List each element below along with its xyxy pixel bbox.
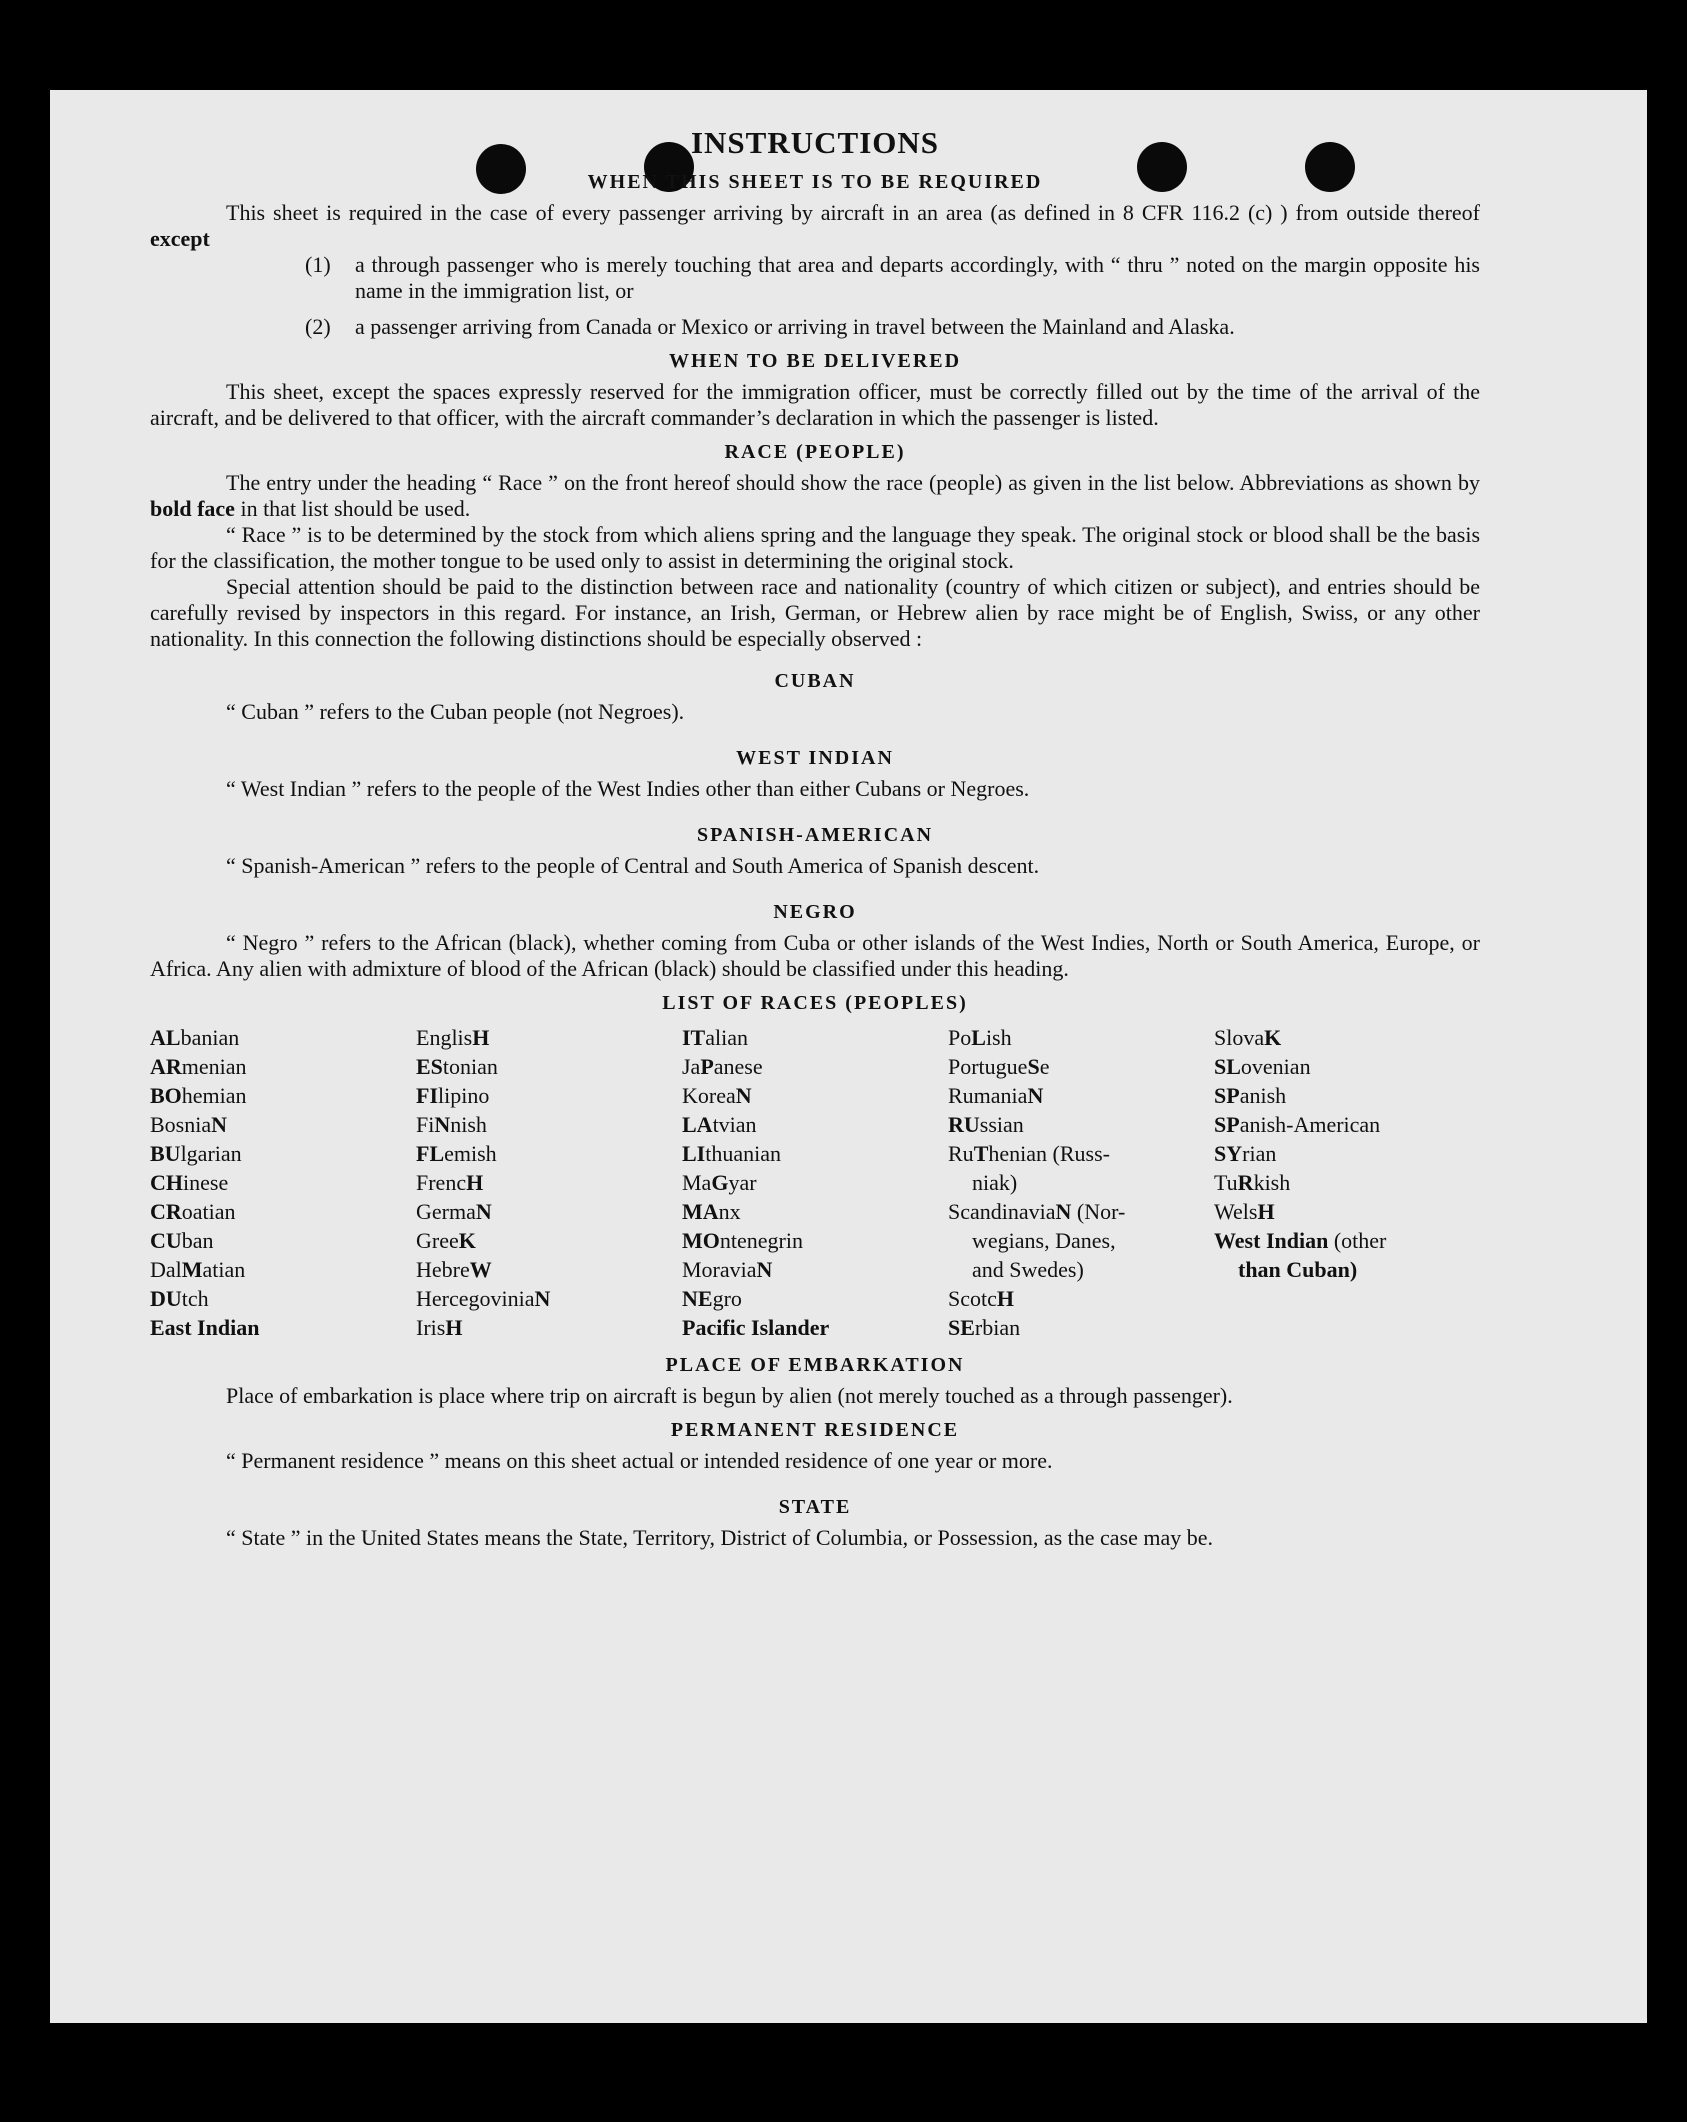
instructions-content (150, 125, 1480, 1551)
delivered-text: This sheet, except the spaces expressly reserved for the immigration officer, must be correctly filled out by the time of the arrival of the aircraft, and be delivered to that officer, with the aircraft commander’s declaration in which the passenger is listed. (150, 379, 1480, 430)
heading-race: RACE (PEOPLE) (724, 441, 906, 463)
race-entry: and Swedes) (972, 1257, 1084, 1282)
cuban-text: “ Cuban ” refers to the Cuban people (not Negroes). (226, 699, 685, 724)
race-paragraph-3: Special attention should be paid to the distinction between race and nationality (country of which citizen or subject), and entries should be carefully revised by inspectors in this regard. For instance, an Irish, German, or Hebrew alien by race might be of English, Swiss, or any other nationality. In this connection the following distinctions should be especially observed : (150, 574, 1480, 651)
heading-when-delivered: WHEN TO BE DELIVERED (668, 350, 962, 372)
race-entry: FrencH (416, 1170, 484, 1195)
race-entry: SlovaK (1214, 1025, 1282, 1050)
race-entry: wegians, Danes, (972, 1228, 1116, 1253)
negro-text: “ Negro ” refers to the African (black), whether coming from Cuba or other islands of the West Indies, North or South America, Europe, or Africa. Any alien with admixture of blood of the African (black) should be classified under this heading. (150, 930, 1480, 981)
race-entry: SLovenian (1214, 1054, 1311, 1079)
race-entry: niak) (972, 1170, 1018, 1195)
required-intro: This sheet is required in the case of every passenger arriving by aircraft in an area (as defined in 8 CFR 116.2 (c) ) from outside thereof except (150, 200, 1480, 251)
race-column (682, 1023, 948, 1342)
race-entry: DalMatian (150, 1257, 246, 1282)
race-entry: IrisH (416, 1315, 463, 1340)
race-entry: SPanish-American (1214, 1112, 1381, 1137)
race-entry: HercegoviniaN (416, 1286, 551, 1311)
race-entry: ITalian (682, 1025, 749, 1050)
race-column (948, 1023, 1214, 1342)
race-entry: DUtch (150, 1286, 209, 1311)
race-entry: ALbanian (150, 1025, 240, 1050)
race-entry: CUban (150, 1228, 214, 1253)
race-entry: ScotcH (948, 1286, 1015, 1311)
race-entry: BUlgarian (150, 1141, 242, 1166)
heading-embarkation: PLACE OF EMBARKATION (665, 1354, 965, 1376)
race-entry: ARmenian (150, 1054, 247, 1079)
race-entry: JaPanese (682, 1054, 763, 1079)
race-entry: KoreaN (682, 1083, 752, 1108)
race-entry: EStonian (416, 1054, 498, 1079)
state-text: “ State ” in the United States means the State, Territory, District of Columbia, or Possession, as the case may be. (226, 1525, 1214, 1550)
race-entry: CHinese (150, 1170, 229, 1195)
race-entry: LIthuanian (682, 1141, 782, 1166)
race-entry: BOhemian (150, 1083, 247, 1108)
race-entry: BosniaN (150, 1112, 228, 1137)
heading-when-required: WHEN THIS SHEET IS TO BE REQUIRED (587, 171, 1043, 193)
race-entry: NEgro (682, 1286, 742, 1311)
page-title: INSTRUCTIONS (690, 125, 939, 160)
race-entry: MaGyar (682, 1170, 757, 1195)
race-entry: SYrian (1214, 1141, 1277, 1166)
race-entry: FIlipino (416, 1083, 490, 1108)
race-entry: FiNnish (416, 1112, 487, 1137)
embarkation-text: Place of embarkation is place where trip on aircraft is begun by alien (not merely touched as a through passenger). (226, 1383, 1233, 1408)
west-indian-text: “ West Indian ” refers to the people of the West Indies other than either Cubans or Negroes. (226, 776, 1030, 801)
race-entry: GermaN (416, 1199, 492, 1224)
race-entry: MoraviaN (682, 1257, 773, 1282)
race-entry: SPanish (1214, 1083, 1287, 1108)
race-entry: SErbian (948, 1315, 1021, 1340)
heading-spanish-american: SPANISH-AMERICAN (696, 824, 934, 846)
race-entry: RUssian (948, 1112, 1024, 1137)
race-entry: East Indian (150, 1315, 260, 1340)
race-column (1214, 1023, 1480, 1342)
heading-state: STATE (778, 1496, 852, 1518)
heading-west-indian: WEST INDIAN (736, 747, 894, 769)
race-column (150, 1023, 416, 1342)
race-entry: RumaniaN (948, 1083, 1044, 1108)
exception-item: (1) a through passenger who is merely touching that area and departs accordingly, with “ thru ” noted on the margin opposite his name in the immigration list, or (305, 252, 1480, 303)
race-entry: WelsH (1214, 1199, 1275, 1224)
race-entry: MAnx (682, 1199, 741, 1224)
race-entry: PoLish (948, 1025, 1012, 1050)
race-entry: CRoatian (150, 1199, 236, 1224)
race-entry: than Cuban) (1238, 1257, 1358, 1282)
race-paragraph-1: The entry under the heading “ Race ” on the front hereof should show the race (people) as given in the list below. Abbreviations as shown by bold face in that list should be used. (150, 470, 1480, 521)
races-list (150, 1023, 1480, 1342)
race-column (416, 1023, 682, 1342)
race-entry: MOntenegrin (682, 1228, 803, 1253)
heading-residence: PERMANENT RESIDENCE (670, 1419, 960, 1441)
heading-list-of-races: LIST OF RACES (PEOPLES) (662, 992, 968, 1014)
race-entry: TuRkish (1214, 1170, 1291, 1195)
race-entry: HebreW (416, 1257, 492, 1282)
heading-cuban: CUBAN (774, 670, 856, 692)
race-entry: PortugueSe (948, 1054, 1050, 1079)
residence-text: “ Permanent residence ” means on this sheet actual or intended residence of one year or more. (226, 1448, 1053, 1473)
heading-negro: NEGRO (773, 901, 857, 923)
spanish-american-text: “ Spanish-American ” refers to the people of Central and South America of Spanish descent. (226, 853, 1040, 878)
race-entry: Pacific Islander (682, 1315, 830, 1340)
race-entry: West Indian (other (1214, 1228, 1387, 1253)
exception-item: (2) a passenger arriving from Canada or Mexico or arriving in travel between the Mainland and Alaska. (305, 314, 1235, 339)
race-entry: ScandinaviaN (Nor- (948, 1199, 1126, 1224)
race-entry: LAtvian (682, 1112, 757, 1137)
race-entry: GreeK (416, 1228, 476, 1253)
race-entry: FLemish (416, 1141, 497, 1166)
race-paragraph-2: “ Race ” is to be determined by the stock from which aliens spring and the language they speak. The original stock or blood shall be the basis for the classification, the mother tongue to be used only to assist in determining the original stock. (150, 522, 1480, 573)
race-entry: RuThenian (Russ- (948, 1141, 1110, 1166)
race-entry: EnglisH (416, 1025, 490, 1050)
